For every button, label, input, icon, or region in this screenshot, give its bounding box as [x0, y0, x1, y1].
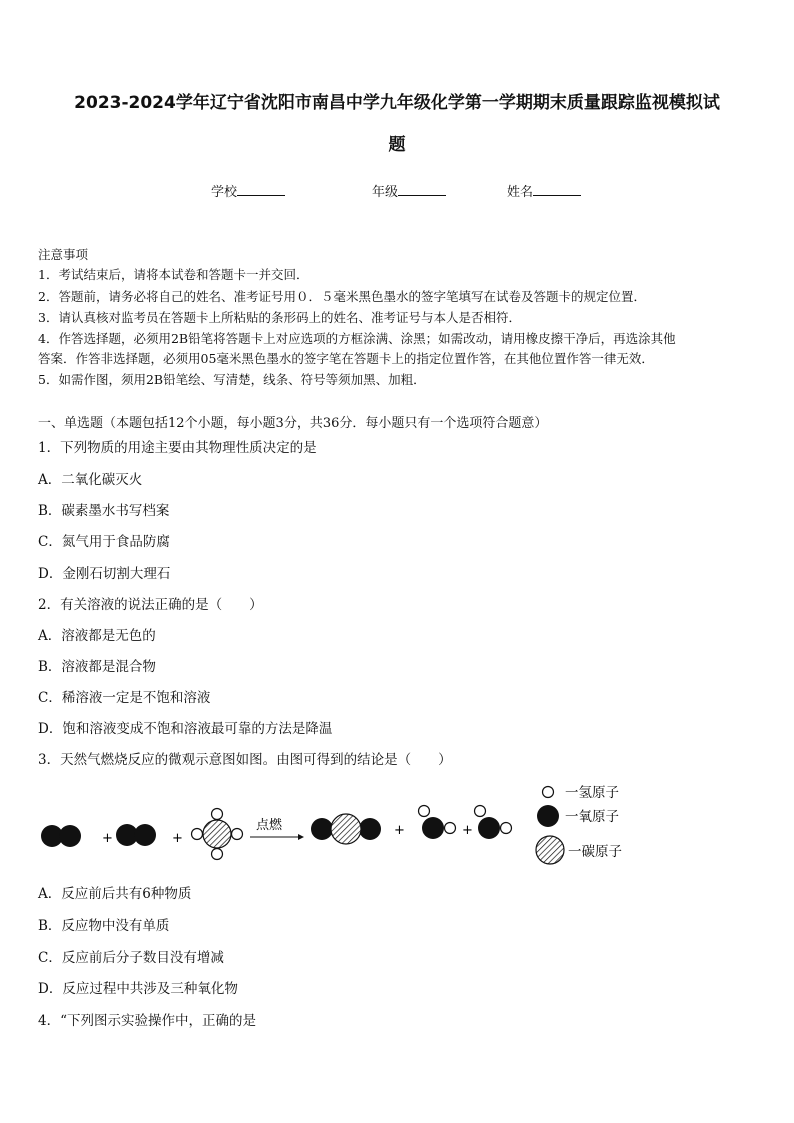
grade-field [372, 181, 446, 200]
legend-oxygen-label: 一氧原子 [565, 809, 619, 825]
question-stem-2: 2．有关溶液的说法正确的是（ ） [38, 597, 263, 613]
option-1d: D．金刚石切割大理石 [38, 566, 171, 582]
school-label: 学校 [211, 185, 238, 200]
hydrogen-atom [232, 829, 243, 840]
option-3b: B．反应物中没有单质 [38, 918, 170, 934]
note-item: 答案．作答非选择题，必须用05毫米黑色墨水的签字笔在答题卡上的指定位置作答，在其他位置作答一律无效． [38, 351, 654, 366]
grade-blank [398, 183, 446, 196]
question-stem-3: 3．天然气燃烧反应的微观示意图如图。由图可得到的结论是（ ） [38, 752, 452, 768]
oxygen-atom [359, 818, 381, 840]
exam-title-line1: 2023-2024学年辽宁省沈阳市南昌中学九年级化学第一学期期末质量跟踪监视模拟试 [74, 93, 720, 113]
methane-molecule [192, 809, 243, 860]
legend-hydrogen-icon [543, 787, 554, 798]
question-stem-1: 1．下列物质的用途主要由其物理性质决定的是 [38, 440, 317, 456]
legend [536, 785, 622, 864]
plus-sign: + [102, 831, 113, 846]
carbon-dioxide-molecule [311, 814, 381, 844]
section-heading: 一、单选题（本题包括12个小题，每小题3分，共36分．每小题只有一个选项符合题意） [38, 416, 548, 431]
oxygen-atom [422, 817, 444, 839]
option-1b: B．碳素墨水书写档案 [38, 503, 170, 519]
hydrogen-atom [419, 806, 430, 817]
question-stem-4: 4．“下列图示实验操作中，正确的是 [38, 1013, 256, 1029]
name-field [507, 181, 581, 200]
hydrogen-atom [192, 829, 203, 840]
option-2a: A．溶液都是无色的 [38, 628, 156, 644]
carbon-atom [203, 820, 231, 848]
oxygen-atom [59, 825, 81, 847]
option-2b: B．溶液都是混合物 [38, 659, 156, 675]
exam-title-line2: 题 [388, 135, 406, 155]
hydrogen-atom [501, 823, 512, 834]
reaction-arrow [250, 817, 304, 840]
oxygen-molecule-2 [116, 824, 156, 846]
name-label: 姓名 [507, 185, 534, 200]
oxygen-atom [311, 818, 333, 840]
hydrogen-atom [475, 806, 486, 817]
carbon-atom [331, 814, 361, 844]
hydrogen-atom [445, 823, 456, 834]
water-molecule-1 [419, 806, 456, 840]
note-item: 3．请认真核对监考员在答题卡上所粘贴的条形码上的姓名、准考证号与本人是否相符． [38, 310, 521, 325]
oxygen-molecule-1 [41, 825, 81, 847]
legend-oxygen-icon [537, 805, 559, 827]
note-item: 1．考试结束后，请将本试卷和答题卡一并交回． [38, 267, 309, 282]
oxygen-atom [478, 817, 500, 839]
plus-sign: + [394, 823, 405, 838]
plus-sign: + [172, 831, 183, 846]
reaction-diagram [30, 776, 650, 868]
note-item: 4．作答选择题，必须用2B铅笔将答题卡上对应选项的方框涂满、涂黑；如需改动，请用橡皮擦干净后，再选涂其他 [38, 331, 676, 346]
option-2d: D．饱和溶液变成不饱和溶液最可靠的方法是降温 [38, 721, 333, 737]
oxygen-atom [134, 824, 156, 846]
legend-hydrogen-label: 一氢原子 [565, 785, 619, 801]
legend-carbon-icon [536, 836, 564, 864]
school-blank [237, 183, 285, 196]
hydrogen-atom [212, 849, 223, 860]
water-molecule-2 [475, 806, 512, 840]
grade-label: 年级 [372, 185, 399, 200]
option-1a: A．二氧化碳灭火 [38, 472, 143, 488]
note-item: 2．答题前，请务必将自己的姓名、准考证号用０．５毫米黑色墨水的签字笔填写在试卷及答题卡的规定位置． [38, 289, 646, 304]
hydrogen-atom [212, 809, 223, 820]
option-2c: C．稀溶液一定是不饱和溶液 [38, 690, 211, 706]
option-3a: A．反应前后共有6种物质 [38, 886, 192, 902]
reaction-condition: 点燃 [256, 818, 283, 833]
option-3c: C．反应前后分子数目没有增减 [38, 950, 224, 966]
option-3d: D．反应过程中共涉及三种氧化物 [38, 981, 238, 997]
note-item: 5．如需作图，须用2B铅笔绘、写清楚，线条、符号等须加黑、加粗． [38, 372, 426, 387]
notes-heading: 注意事项 [38, 247, 89, 262]
plus-sign: + [462, 823, 473, 838]
name-blank [533, 183, 581, 196]
school-field [211, 181, 285, 200]
option-1c: C．氮气用于食品防腐 [38, 534, 170, 550]
legend-carbon-label: 一碳原子 [568, 844, 622, 860]
